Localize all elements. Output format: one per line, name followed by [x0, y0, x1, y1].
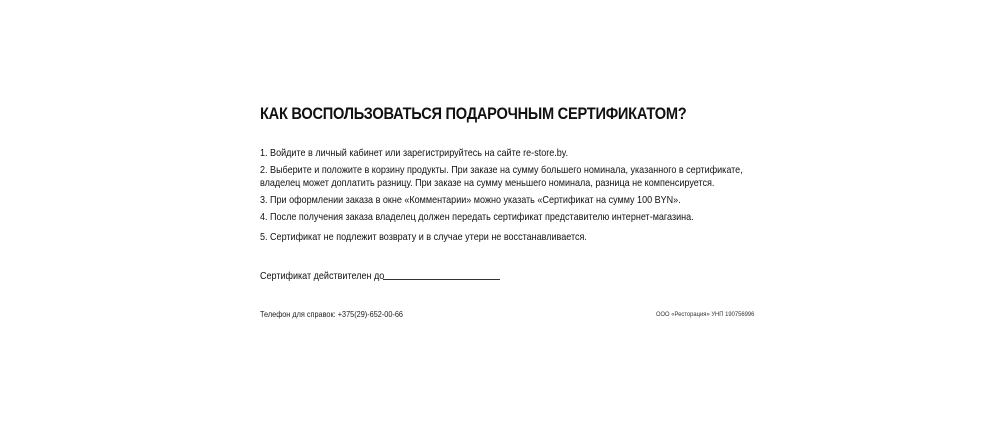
list-item-step-2-continued: владелец может доплатить разницу. При заказе на сумму меньшего номинала, разница не компенсируется.: [260, 177, 715, 189]
list-item-step-2: 2. Выберите и положите в корзину продукты. При заказе на сумму большего номинала, указанного в сертификате,: [260, 164, 743, 176]
list-item-step-1: 1. Войдите в личный кабинет или зарегистрируйтесь на сайте re-store.by.: [260, 147, 569, 159]
list-item-step-5: 5. Сертификат не подлежит возврату и в случае утери не восстанавливается.: [260, 231, 587, 243]
valid-until-row: [260, 270, 405, 282]
list-item-step-4: 4. После получения заказа владелец должен передать сертификат представителю интернет-магазина.: [260, 211, 694, 223]
valid-until-blank-line: [383, 279, 500, 280]
instruction-list: [260, 147, 742, 248]
valid-until-label: Сертификат действителен до: [260, 270, 385, 282]
footer-organization: ООО «Ресторация» УНП 190756996: [655, 311, 754, 318]
footer-phone: Телефон для справок: +375(29)-652-00-66: [260, 309, 403, 319]
list-item-step-3: 3. При оформлении заказа в окне «Комментарии» можно указать «Сертификат на сумму 100 BYN».: [260, 194, 681, 206]
certificate-instructions: [260, 0, 760, 430]
page-title: КАК ВОСПОЛЬЗОВАТЬСЯ ПОДАРОЧНЫМ СЕРТИФИКАТОМ?: [260, 104, 687, 123]
